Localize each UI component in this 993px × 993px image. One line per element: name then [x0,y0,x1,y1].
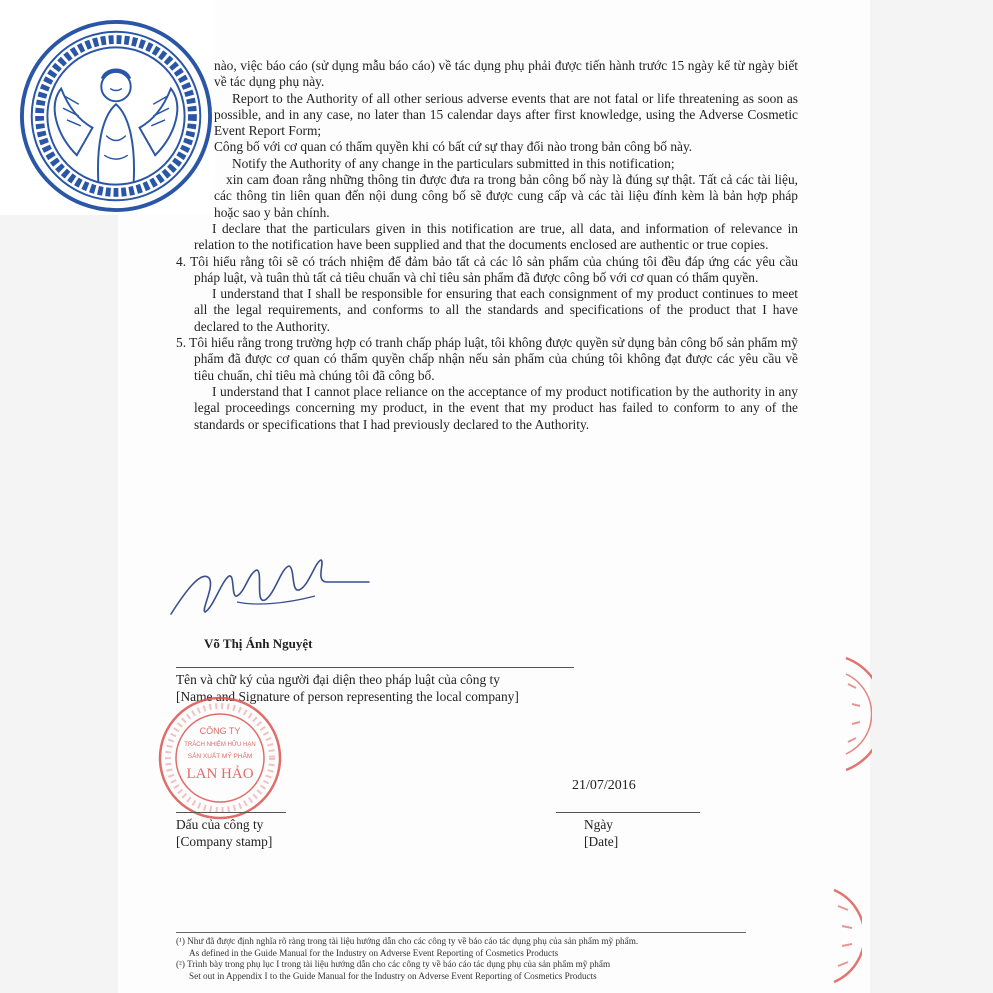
stamp-line-1: CÔNG TY [199,726,241,736]
declaration-body [176,58,798,433]
date-label-en: [Date] [584,834,619,849]
date-label-vi: Ngày [584,817,614,832]
footnotes [176,936,796,982]
paragraph-vi-declare: xin cam đoan rằng những thông tin được đưa ra trong bản công bố này là đúng sự thật. Tất cả các tài liệu, các thông tin liên quan đến nội dung công bố sẽ được cung cấp và các tài liệu đính kèm là bản hợp pháp hoặc sao y bản chính. [214,172,798,220]
footnote-2-vi-text: Trình bày trong phụ lục I trong tài liệu hướng dẫn cho các công ty về báo cáo tác dụng phụ của sản phẩm mỹ phẩm [187,959,611,970]
handwritten-signature [165,552,375,632]
footnote-1-en: As defined in the Guide Manual for the Industry on Adverse Event Reporting of Cosmetics Products [189,947,559,958]
stamp-line-4: LAN HẢO [186,766,254,782]
company-stamp [156,694,284,822]
stamp-line [176,812,286,813]
date-line [556,812,700,813]
paragraph-en-reporting: Report to the Authority of all other serious adverse events that are not fatal or life threatening as soon as possible, and in any case, no later than 15 calendar days after first knowledge, using the Adverse Cosmetic Event Report Form; [214,90,798,139]
edge-stamp-bottom [828,886,862,986]
item-5-en: I understand that I cannot place reliance on the acceptance of my product notification by the authority in any legal proceedings concerning my product, in the event that my product has failed to conform to any of the standards or specifications that I had previously declared to the Authority. [194,383,798,432]
representative-label-vi: Tên và chữ ký của người đại diện theo pháp luật của công ty [176,672,500,687]
stamp-line-2: TRÁCH NHIỆM HỮU HẠN [184,742,256,748]
paragraph-vi-reporting: nào, việc báo cáo (sử dụng mẫu báo cáo) về tác dụng phụ phải được tiến hành trước 15 ngày kể từ ngày biết về tác dụng phụ này. [214,58,798,90]
footnote-2-vi [176,959,796,971]
edge-stamp-top [842,654,872,774]
stamp-label-en: [Company stamp] [176,834,273,849]
footnote-2-en: Set out in Appendix I to the Guide Manual for the Industry on Adverse Event Reporting of Cosmetics Products [189,970,597,981]
item-4-vi: 4. Tôi hiểu rằng tôi sẽ có trách nhiệm để đảm bảo tất cả các lô sản phẩm của chúng tôi đều đáp ứng các yêu cầu pháp luật, và tuân thủ tất cả tiêu chuẩn và chỉ tiêu sản phẩm đã được công bố với cơ quan có thẩm quyền. [176,253,798,285]
representative-label-en: [Name and Signature of person representing the local company] [176,689,519,704]
stamp-label-vi: Dấu của công ty [176,817,264,832]
stamp-line-3: SẢN XUẤT MỸ PHẨM [187,753,253,760]
footnote-1-mark: (¹) [176,936,185,946]
footnote-1-vi [176,936,796,948]
paragraph-en-notify: Notify the Authority of any change in the particulars submitted in this notification; [232,155,675,171]
footnote-1-vi-text: Như đã được định nghĩa rõ ràng trong tài liệu hướng dẫn cho các công ty về báo cáo tác dụng phụ của sản phẩm mỹ phẩm. [187,936,639,946]
item-5-vi: 5. Tôi hiểu rằng trong trường hợp có tranh chấp pháp luật, tôi không được quyền sử dụng bản công bố sản phẩm mỹ phẩm đã được cơ quan có thẩm quyền chấp nhận nếu sản phẩm của chúng tôi không đạt được các yêu cầu về tiêu chuẩn, chỉ tiêu mà chúng tôi đã công bố. [176,335,798,383]
footnote-2-mark: (²) [176,959,185,970]
paragraph-vi-notify: Công bố với cơ quan có thẩm quyền khi có bất cứ sự thay đổi nào trong bản công bố này. [214,139,693,155]
signature-line [176,667,574,668]
signer-name: Võ Thị Ánh Nguyệt [204,636,313,651]
footnote-divider [176,932,746,933]
date-value: 21/07/2016 [572,778,636,793]
paragraph-en-declare: I declare that the particulars given in this notification are true, all data, and information of relevance in relation to the notification have been supplied and that the documents enclosed are authentic or true copies. [194,220,798,253]
item-4-en: I understand that I shall be responsible for ensuring that each consignment of my product continues to meet all the legal requirements, and conforms to all the standards and specifications of the product that I have declared to the Authority. [194,286,798,334]
